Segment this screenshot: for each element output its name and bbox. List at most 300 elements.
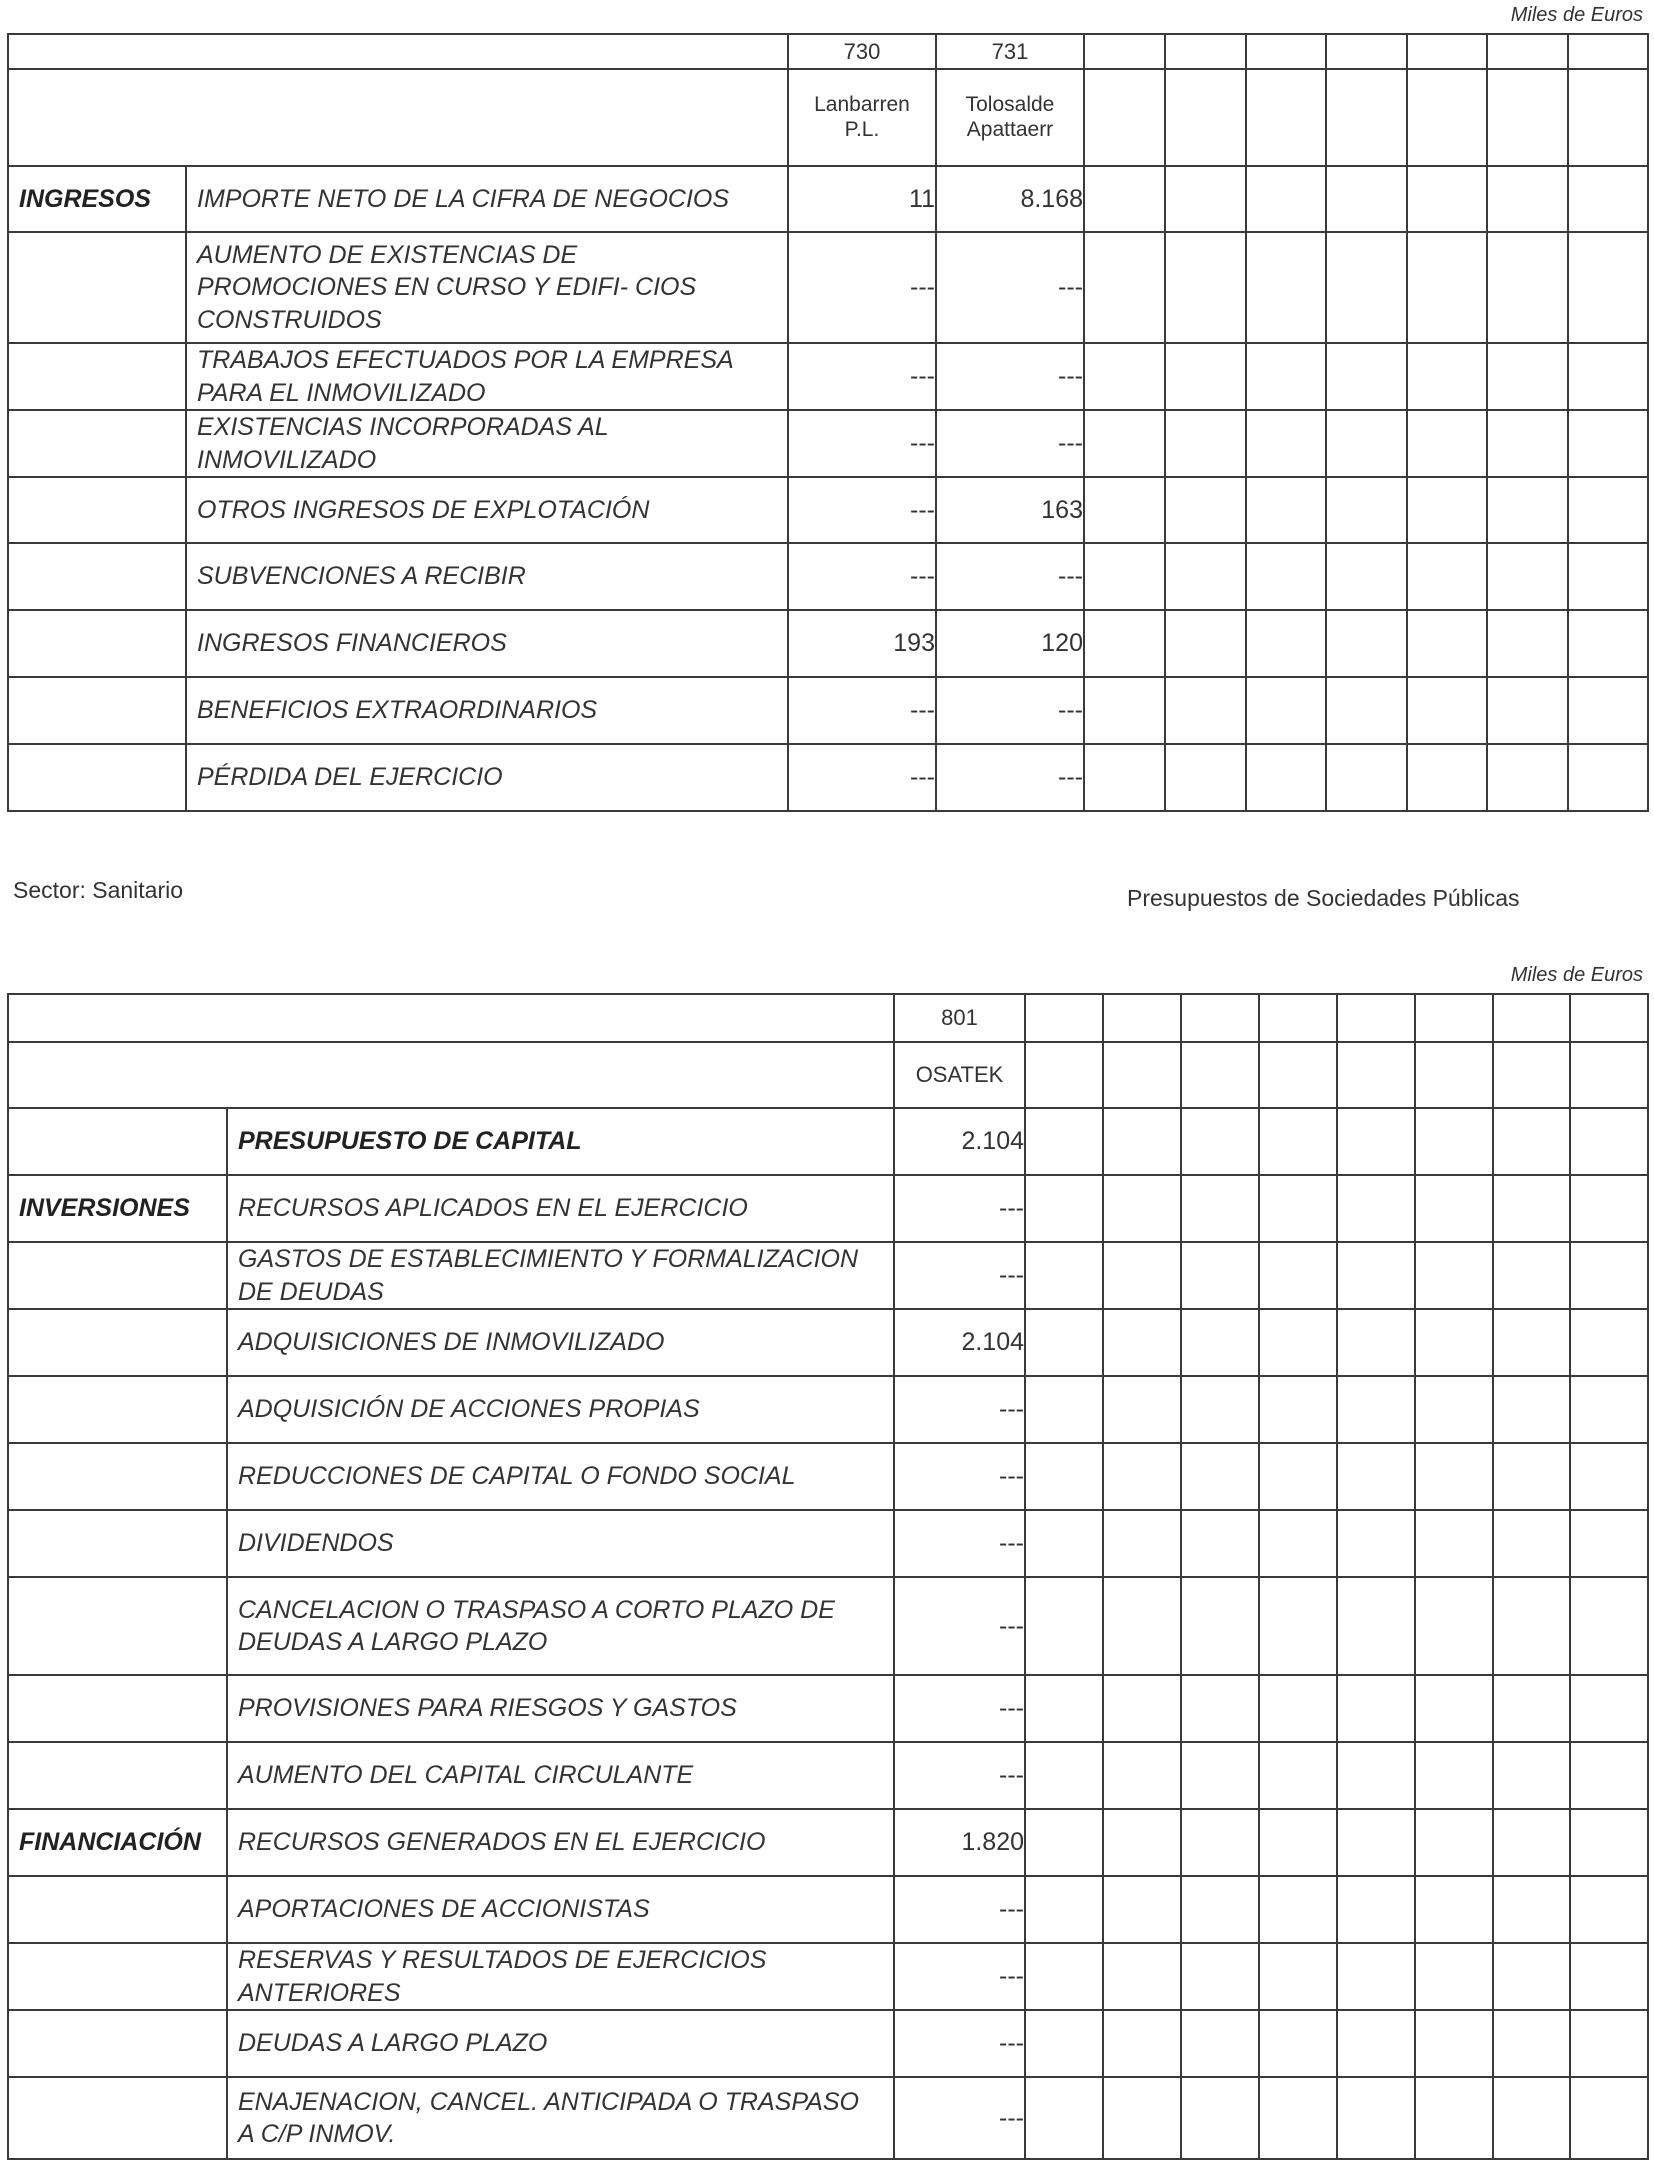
empty-cell (1415, 2010, 1493, 2077)
empty-cell (1103, 1742, 1181, 1809)
row-category (8, 543, 186, 610)
empty-cell (1084, 677, 1165, 744)
row-category (8, 1577, 227, 1675)
empty-cell (1181, 2077, 1259, 2159)
empty-cell (1103, 2077, 1181, 2159)
table-row (8, 1309, 1648, 1376)
empty-cell (1407, 410, 1487, 477)
empty-cell (1487, 410, 1568, 477)
empty-cell (1493, 1510, 1570, 1577)
empty-cell (1181, 1309, 1259, 1376)
empty-header-cell (8, 69, 788, 166)
row-value: --- (788, 343, 936, 410)
empty-cell (1259, 1742, 1337, 1809)
empty-cell (1025, 1443, 1103, 1510)
table-row (8, 477, 1648, 543)
empty-cell (1337, 1510, 1415, 1577)
empty-cell (1570, 1108, 1648, 1175)
row-value: --- (936, 410, 1084, 477)
row-value: 193 (788, 610, 936, 677)
table-header-codes (8, 34, 1648, 69)
empty-cell (1407, 232, 1487, 343)
empty-cell (1181, 1108, 1259, 1175)
empty-cell (1103, 1510, 1181, 1577)
empty-cell (1084, 610, 1165, 677)
empty-cell (1493, 1876, 1570, 1943)
row-category (8, 677, 186, 744)
row-description: PROVISIONES PARA RIESGOS Y GASTOS (227, 1675, 894, 1742)
row-value: --- (936, 232, 1084, 343)
empty-cell (1493, 2077, 1570, 2159)
empty-cell (1025, 1675, 1103, 1742)
empty-cell (1181, 1577, 1259, 1675)
empty-cell (1570, 1510, 1648, 1577)
empty-cell (1103, 1242, 1181, 1309)
empty-cell (1415, 1742, 1493, 1809)
empty-cell (1025, 1309, 1103, 1376)
row-category (8, 1876, 227, 1943)
empty-cell (1568, 232, 1648, 343)
empty-cell (1415, 1809, 1493, 1876)
empty-cell (1084, 410, 1165, 477)
table-capital (7, 993, 1649, 2160)
empty-cell (1337, 1443, 1415, 1510)
row-description: INGRESOS FINANCIEROS (186, 610, 788, 677)
empty-cell (1570, 1309, 1648, 1376)
empty-cell (1326, 543, 1407, 610)
row-description: APORTACIONES DE ACCIONISTAS (227, 1876, 894, 1943)
empty-cell (1337, 1742, 1415, 1809)
empty-cell (1407, 677, 1487, 744)
empty-cell (1246, 543, 1326, 610)
empty-cell (1337, 1309, 1415, 1376)
table-row (8, 1943, 1648, 2010)
empty-cell (1246, 232, 1326, 343)
empty-cell (1493, 1809, 1570, 1876)
empty-cell (1487, 744, 1568, 811)
empty-cell (1487, 166, 1568, 232)
empty-cell (1487, 343, 1568, 410)
row-category (8, 1443, 227, 1510)
empty-cell (1326, 477, 1407, 543)
empty-cell (1337, 1108, 1415, 1175)
table-row (8, 610, 1648, 677)
row-value: --- (894, 1242, 1025, 1309)
row-description: PRESUPUESTO DE CAPITAL (227, 1108, 894, 1175)
table-row (8, 1675, 1648, 1742)
row-category (8, 1742, 227, 1809)
empty-cell (1493, 1577, 1570, 1675)
empty-cell (1487, 543, 1568, 610)
empty-cell (1570, 2010, 1648, 2077)
empty-cell (1407, 477, 1487, 543)
empty-cell (1181, 1943, 1259, 2010)
empty-cell (1326, 744, 1407, 811)
row-value: 120 (936, 610, 1084, 677)
empty-cell (1487, 477, 1568, 543)
budget-title: Presupuestos de Sociedades Públicas (1127, 885, 1520, 911)
empty-cell (1407, 610, 1487, 677)
row-category (8, 610, 186, 677)
empty-cell (1570, 1175, 1648, 1242)
row-value: --- (788, 744, 936, 811)
row-value: 8.168 (936, 166, 1084, 232)
row-category (8, 1943, 227, 2010)
row-value: --- (894, 1175, 1025, 1242)
row-value: --- (788, 477, 936, 543)
empty-cell (1326, 610, 1407, 677)
empty-cell (1337, 1675, 1415, 1742)
row-category (8, 232, 186, 343)
row-value: --- (894, 1443, 1025, 1510)
row-description: DIVIDENDOS (227, 1510, 894, 1577)
table-row (8, 410, 1648, 477)
empty-cell (1246, 410, 1326, 477)
row-value: --- (894, 1510, 1025, 1577)
table-row (8, 744, 1648, 811)
empty-cell (1181, 1242, 1259, 1309)
empty-cell (1407, 543, 1487, 610)
empty-cell (1493, 1376, 1570, 1443)
row-category (8, 477, 186, 543)
empty-cell (1259, 1242, 1337, 1309)
row-category (8, 1108, 227, 1175)
units-label-1: Miles de Euros (1510, 4, 1643, 26)
empty-cell (1084, 543, 1165, 610)
empty-cell (1181, 1742, 1259, 1809)
row-description: REDUCCIONES DE CAPITAL O FONDO SOCIAL (227, 1443, 894, 1510)
empty-cell (1570, 2077, 1648, 2159)
row-value: --- (936, 744, 1084, 811)
row-description: ADQUISICIÓN DE ACCIONES PROPIAS (227, 1376, 894, 1443)
empty-cell (1103, 1175, 1181, 1242)
empty-cell (1487, 677, 1568, 744)
empty-cell (1570, 1675, 1648, 1742)
empty-cell (1181, 1876, 1259, 1943)
empty-cell (1103, 1876, 1181, 1943)
entity-code: 731 (936, 34, 1084, 69)
empty-cell (1025, 1510, 1103, 1577)
row-description: OTROS INGRESOS DE EXPLOTACIÓN (186, 477, 788, 543)
empty-cell (1570, 1943, 1648, 2010)
empty-cell (1568, 677, 1648, 744)
empty-cell (1165, 677, 1246, 744)
row-description: AUMENTO DE EXISTENCIAS DE PROMOCIONES EN CURSO Y EDIFI- CIOS CONSTRUIDOS (186, 232, 788, 343)
table-row (8, 677, 1648, 744)
empty-cell (1326, 343, 1407, 410)
empty-cell (1337, 1242, 1415, 1309)
empty-cell (1103, 1675, 1181, 1742)
table-row (8, 2077, 1648, 2159)
empty-cell (1493, 1443, 1570, 1510)
row-description: EXISTENCIAS INCORPORADAS AL INMOVILIZADO (186, 410, 788, 477)
entity-code: 801 (894, 994, 1025, 1042)
row-value: --- (894, 1943, 1025, 2010)
empty-cell (1415, 2077, 1493, 2159)
empty-cell (1259, 1309, 1337, 1376)
empty-cell (1246, 677, 1326, 744)
empty-cell (1084, 744, 1165, 811)
empty-cell (1259, 1175, 1337, 1242)
empty-cell (1259, 1577, 1337, 1675)
row-value: --- (894, 1376, 1025, 1443)
empty-cell (1337, 1376, 1415, 1443)
empty-cell (1259, 1943, 1337, 2010)
empty-cell (1246, 744, 1326, 811)
row-description: DEUDAS A LARGO PLAZO (227, 2010, 894, 2077)
empty-cell (1165, 410, 1246, 477)
empty-cell (1487, 232, 1568, 343)
entity-name: Tolosalde Apattaerr (936, 69, 1084, 166)
table-row (8, 343, 1648, 410)
empty-cell (1337, 1876, 1415, 1943)
row-category (8, 410, 186, 477)
empty-cell (1103, 2010, 1181, 2077)
table-header-entities (8, 69, 1648, 166)
empty-cell (1181, 1675, 1259, 1742)
table-ingresos (7, 33, 1649, 812)
empty-cell (1493, 1675, 1570, 1742)
empty-cell (1103, 1376, 1181, 1443)
row-category (8, 1510, 227, 1577)
row-category: INVERSIONES (8, 1175, 227, 1242)
empty-cell (1570, 1809, 1648, 1876)
row-description: PÉRDIDA DEL EJERCICIO (186, 744, 788, 811)
empty-cell (1493, 1108, 1570, 1175)
empty-cell (1246, 477, 1326, 543)
table-row (8, 2010, 1648, 2077)
empty-cell (1415, 1675, 1493, 1742)
table-row (8, 1376, 1648, 1443)
row-value: --- (936, 543, 1084, 610)
row-category: INGRESOS (8, 166, 186, 232)
empty-cell (1493, 1742, 1570, 1809)
empty-cell (1407, 166, 1487, 232)
row-description: ENAJENACION, CANCEL. ANTICIPADA O TRASPASO A C/P INMOV. (227, 2077, 894, 2159)
empty-cell (1165, 744, 1246, 811)
empty-cell (1415, 1108, 1493, 1175)
row-value: --- (788, 410, 936, 477)
empty-cell (1181, 2010, 1259, 2077)
empty-cell (1025, 1175, 1103, 1242)
empty-cell (1337, 1809, 1415, 1876)
empty-cell (1415, 1443, 1493, 1510)
row-value: 2.104 (894, 1108, 1025, 1175)
row-category (8, 2010, 227, 2077)
entity-name: Lanbarren P.L. (788, 69, 936, 166)
empty-cell (1181, 1376, 1259, 1443)
row-category (8, 1376, 227, 1443)
row-description: RESERVAS Y RESULTADOS DE EJERCICIOS ANTERIORES (227, 1943, 894, 2010)
row-value: --- (894, 2077, 1025, 2159)
empty-cell (1165, 166, 1246, 232)
empty-cell (1326, 410, 1407, 477)
empty-cell (1337, 1175, 1415, 1242)
empty-cell (1259, 1876, 1337, 1943)
empty-cell (1415, 1242, 1493, 1309)
empty-cell (1568, 610, 1648, 677)
empty-cell (1084, 343, 1165, 410)
row-description: RECURSOS APLICADOS EN EL EJERCICIO (227, 1175, 894, 1242)
empty-cell (1259, 1376, 1337, 1443)
table-row (8, 1175, 1648, 1242)
empty-cell (1103, 1309, 1181, 1376)
row-description: BENEFICIOS EXTRAORDINARIOS (186, 677, 788, 744)
table-row (8, 232, 1648, 343)
empty-cell (1165, 477, 1246, 543)
empty-cell (1025, 1809, 1103, 1876)
empty-cell (1493, 2010, 1570, 2077)
empty-cell (1181, 1175, 1259, 1242)
empty-cell (1568, 744, 1648, 811)
empty-cell (1570, 1242, 1648, 1309)
empty-cell (1025, 1242, 1103, 1309)
units-label-2: Miles de Euros (1510, 964, 1643, 986)
empty-cell (1103, 1809, 1181, 1876)
empty-cell (1337, 2077, 1415, 2159)
empty-cell (1568, 410, 1648, 477)
empty-cell (1084, 477, 1165, 543)
empty-cell (1103, 1577, 1181, 1675)
empty-cell (1259, 2077, 1337, 2159)
row-description: IMPORTE NETO DE LA CIFRA DE NEGOCIOS (186, 166, 788, 232)
empty-cell (1415, 1577, 1493, 1675)
empty-cell (1181, 1809, 1259, 1876)
entity-code: 730 (788, 34, 936, 69)
empty-cell (1246, 343, 1326, 410)
row-value: --- (894, 1742, 1025, 1809)
empty-cell (1570, 1742, 1648, 1809)
table-header-codes (8, 994, 1648, 1042)
table-row (8, 1809, 1648, 1876)
empty-cell (1246, 166, 1326, 232)
empty-cell (1246, 610, 1326, 677)
row-category (8, 744, 186, 811)
empty-cell (1259, 1675, 1337, 1742)
row-description: RECURSOS GENERADOS EN EL EJERCICIO (227, 1809, 894, 1876)
empty-cell (1415, 1175, 1493, 1242)
empty-cell (1181, 1443, 1259, 1510)
empty-cell (1415, 1876, 1493, 1943)
table-row (8, 1242, 1648, 1309)
table-row (8, 1577, 1648, 1675)
empty-cell (1415, 1510, 1493, 1577)
empty-header-cell (8, 34, 788, 69)
empty-cell (1259, 1108, 1337, 1175)
empty-cell (1084, 166, 1165, 232)
empty-cell (1259, 1510, 1337, 1577)
empty-cell (1493, 1242, 1570, 1309)
table-row (8, 1876, 1648, 1943)
row-value: 163 (936, 477, 1084, 543)
empty-cell (1103, 1108, 1181, 1175)
row-category (8, 343, 186, 410)
empty-cell (1259, 1809, 1337, 1876)
empty-cell (1025, 1577, 1103, 1675)
empty-cell (1415, 1309, 1493, 1376)
empty-cell (1568, 343, 1648, 410)
empty-cell (1103, 1443, 1181, 1510)
sector-label: Sector: Sanitario (13, 877, 184, 903)
empty-cell (1326, 232, 1407, 343)
row-description: TRABAJOS EFECTUADOS POR LA EMPRESA PARA EL INMOVILIZADO (186, 343, 788, 410)
row-value: 11 (788, 166, 936, 232)
row-value: --- (894, 1675, 1025, 1742)
empty-cell (1493, 1309, 1570, 1376)
row-category (8, 1309, 227, 1376)
row-value: --- (788, 543, 936, 610)
empty-cell (1165, 232, 1246, 343)
empty-cell (1103, 1943, 1181, 2010)
empty-cell (1568, 477, 1648, 543)
row-description: GASTOS DE ESTABLECIMIENTO Y FORMALIZACION DE DEUDAS (227, 1242, 894, 1309)
row-category (8, 1242, 227, 1309)
empty-cell (1025, 1108, 1103, 1175)
empty-cell (1025, 1742, 1103, 1809)
empty-cell (1570, 1577, 1648, 1675)
table-row (8, 1742, 1648, 1809)
row-value: --- (788, 677, 936, 744)
empty-cell (1493, 1175, 1570, 1242)
row-category (8, 2077, 227, 2159)
empty-cell (1181, 1510, 1259, 1577)
row-value: --- (936, 677, 1084, 744)
empty-cell (1407, 744, 1487, 811)
row-description: SUBVENCIONES A RECIBIR (186, 543, 788, 610)
empty-cell (1025, 1943, 1103, 2010)
empty-cell (1025, 1376, 1103, 1443)
empty-cell (1407, 343, 1487, 410)
empty-header-cell (8, 994, 894, 1042)
empty-header-cell (8, 1042, 894, 1108)
row-value: 2.104 (894, 1309, 1025, 1376)
empty-cell (1165, 610, 1246, 677)
row-value: --- (936, 343, 1084, 410)
empty-cell (1165, 543, 1246, 610)
row-description: CANCELACION O TRASPASO A CORTO PLAZO DE DEUDAS A LARGO PLAZO (227, 1577, 894, 1675)
empty-cell (1165, 343, 1246, 410)
table-row (8, 1108, 1648, 1175)
table-row (8, 166, 1648, 232)
empty-cell (1025, 2010, 1103, 2077)
empty-cell (1337, 1943, 1415, 2010)
table-header-entities (8, 1042, 1648, 1108)
empty-cell (1570, 1876, 1648, 1943)
empty-cell (1415, 1943, 1493, 2010)
empty-cell (1487, 610, 1568, 677)
empty-cell (1259, 2010, 1337, 2077)
row-value: --- (894, 1577, 1025, 1675)
empty-cell (1493, 1943, 1570, 2010)
row-description: AUMENTO DEL CAPITAL CIRCULANTE (227, 1742, 894, 1809)
empty-cell (1570, 1443, 1648, 1510)
table-row (8, 1510, 1648, 1577)
entity-name: OSATEK (894, 1042, 1025, 1108)
row-value: --- (894, 1876, 1025, 1943)
empty-cell (1415, 1376, 1493, 1443)
empty-cell (1259, 1443, 1337, 1510)
empty-cell (1570, 1376, 1648, 1443)
empty-cell (1084, 232, 1165, 343)
empty-cell (1337, 2010, 1415, 2077)
row-category (8, 1675, 227, 1742)
empty-cell (1568, 543, 1648, 610)
empty-cell (1568, 166, 1648, 232)
row-description: ADQUISICIONES DE INMOVILIZADO (227, 1309, 894, 1376)
table-row (8, 543, 1648, 610)
empty-cell (1337, 1577, 1415, 1675)
empty-cell (1326, 677, 1407, 744)
